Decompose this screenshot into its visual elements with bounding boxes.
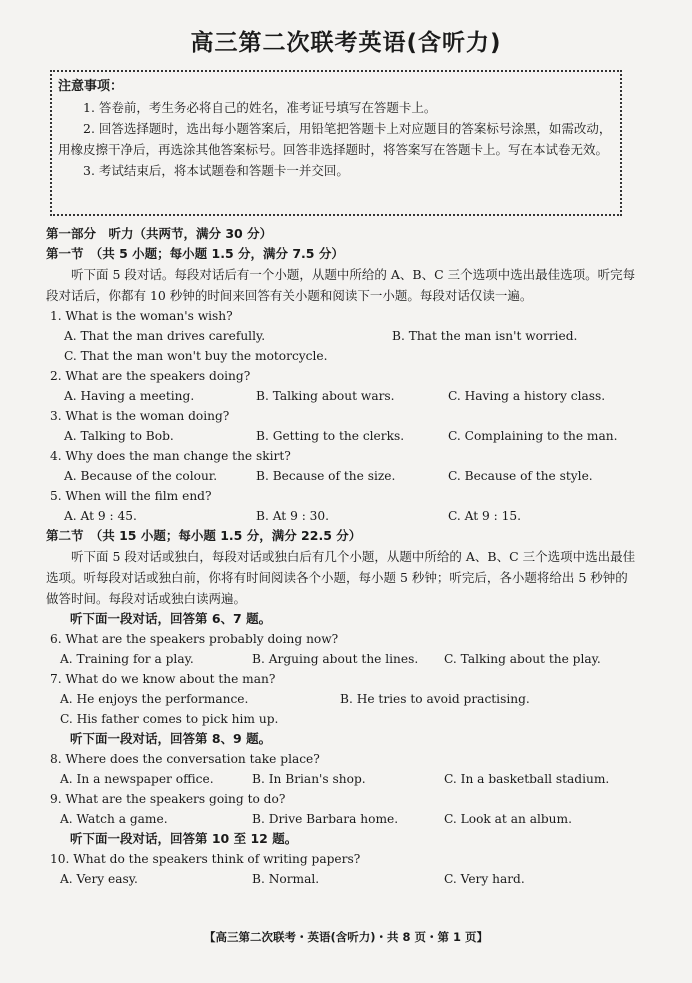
question-5-options bbox=[46, 506, 636, 526]
question-7-options-2 bbox=[46, 709, 636, 729]
q9-option-c[interactable]: C. Look at an album. bbox=[444, 812, 572, 826]
q4-option-b[interactable]: B. Because of the size. bbox=[256, 469, 396, 483]
q10-option-b[interactable]: B. Normal. bbox=[252, 872, 320, 886]
q8-option-a[interactable]: A. In a newspaper office. bbox=[60, 772, 214, 786]
question-9-options bbox=[46, 809, 636, 829]
q1-option-c[interactable]: C. That the man won't buy the motorcycle. bbox=[64, 349, 328, 363]
q2-option-b[interactable]: B. Talking about wars. bbox=[256, 389, 395, 403]
exam-content bbox=[46, 224, 636, 889]
q5-option-c[interactable]: C. At 9 : 15. bbox=[448, 509, 521, 523]
question-9-stem: 9. What are the speakers going to do? bbox=[50, 792, 286, 806]
part-heading: 第一部分 听力（共两节，满分 30 分） bbox=[46, 226, 273, 241]
question-10-options bbox=[46, 869, 636, 889]
question-1-options-2 bbox=[46, 346, 636, 366]
q4-option-a[interactable]: A. Because of the colour. bbox=[64, 469, 218, 483]
question-7-stem: 7. What do we know about the man? bbox=[50, 672, 276, 686]
question-8-stem: 8. Where does the conversation take place? bbox=[50, 752, 320, 766]
notice-item-2: 2. 回答选择题时，选出每小题答案后，用铅笔把答题卡上对应题目的答案标号涂黑，如需改动，用橡皮擦干净后，再选涂其他答案标号。回答非选择题时，将答案写在答题卡上。写在本试卷无效。 bbox=[58, 121, 612, 157]
q5-option-a[interactable]: A. At 9 : 45. bbox=[64, 509, 137, 523]
listening-prompt-10-12: 听下面一段对话，回答第 10 至 12 题。 bbox=[70, 831, 298, 846]
q6-option-a[interactable]: A. Training for a play. bbox=[60, 652, 194, 666]
q6-option-b[interactable]: B. Arguing about the lines. bbox=[252, 652, 419, 666]
q7-option-a[interactable]: A. He enjoys the performance. bbox=[60, 692, 249, 706]
q7-option-c[interactable]: C. His father comes to pick him up. bbox=[60, 712, 279, 726]
q5-option-b[interactable]: B. At 9 : 30. bbox=[256, 509, 330, 523]
q9-option-b[interactable]: B. Drive Barbara home. bbox=[252, 812, 399, 826]
listening-prompt-8-9: 听下面一段对话，回答第 8、9 题。 bbox=[70, 731, 272, 746]
question-7-options bbox=[46, 689, 636, 709]
notice-item-1: 1. 答卷前，考生务必将自己的姓名，准考证号填写在答题卡上。 bbox=[83, 100, 437, 115]
exam-title: 高三第二次联考英语(含听力) bbox=[190, 30, 502, 56]
q8-option-c[interactable]: C. In a basketball stadium. bbox=[444, 772, 610, 786]
question-2-options bbox=[46, 386, 636, 406]
question-2-stem: 2. What are the speakers doing? bbox=[50, 369, 251, 383]
q3-option-c[interactable]: C. Complaining to the man. bbox=[448, 429, 618, 443]
listening-prompt-6-7: 听下面一段对话，回答第 6、7 题。 bbox=[70, 611, 272, 626]
question-6-options bbox=[46, 649, 636, 669]
q8-option-b[interactable]: B. In Brian's shop. bbox=[252, 772, 366, 786]
q9-option-a[interactable]: A. Watch a game. bbox=[60, 812, 168, 826]
question-3-stem: 3. What is the woman doing? bbox=[50, 409, 230, 423]
notice-box bbox=[50, 70, 622, 216]
q7-option-b[interactable]: B. He tries to avoid practising. bbox=[340, 692, 530, 706]
question-10-stem: 10. What do the speakers think of writing papers? bbox=[50, 852, 361, 866]
q2-option-a[interactable]: A. Having a meeting. bbox=[64, 389, 195, 403]
question-8-options bbox=[46, 769, 636, 789]
q3-option-b[interactable]: B. Getting to the clerks. bbox=[256, 429, 405, 443]
section-1-instructions: 听下面 5 段对话。每段对话后有一个小题，从题中所给的 A、B、C 三个选项中选出最佳选项。听完每段对话后，你都有 10 秒钟的时间来回答有关小题和阅读下一小题。每段对话仅读一遍。 bbox=[46, 267, 636, 303]
q6-option-c[interactable]: C. Talking about the play. bbox=[444, 652, 601, 666]
q4-option-c[interactable]: C. Because of the style. bbox=[448, 469, 593, 483]
page-footer: 【高三第二次联考・英语(含听力)・共 8 页・第 1 页】 bbox=[203, 930, 489, 944]
q1-option-a[interactable]: A. That the man drives carefully. bbox=[64, 329, 266, 343]
q10-option-c[interactable]: C. Very hard. bbox=[444, 872, 525, 886]
question-4-options bbox=[46, 466, 636, 486]
question-4-stem: 4. Why does the man change the skirt? bbox=[50, 449, 291, 463]
section-2-heading: 第二节 （共 15 小题；每小题 1.5 分，满分 22.5 分） bbox=[46, 528, 362, 543]
section-2-instructions: 听下面 5 段对话或独白，每段对话或独白后有几个小题，从题中所给的 A、B、C 三个选项中选出最佳选项。听每段对话或独白前，你将有时间阅读各个小题，每小题 5 秒钟；听完后，各小题将给出 5 秒钟的做答时间。每段对话或独白读两遍。 bbox=[46, 549, 636, 606]
q3-option-a[interactable]: A. Talking to Bob. bbox=[64, 429, 174, 443]
q10-option-a[interactable]: A. Very easy. bbox=[60, 872, 138, 886]
notice-item-3: 3. 考试结束后，将本试题卷和答题卡一并交回。 bbox=[83, 163, 349, 178]
question-6-stem: 6. What are the speakers probably doing now? bbox=[50, 632, 339, 646]
question-1-options bbox=[46, 326, 636, 346]
q2-option-c[interactable]: C. Having a history class. bbox=[448, 389, 606, 403]
question-3-options bbox=[46, 426, 636, 446]
notice-heading: 注意事项： bbox=[58, 79, 124, 94]
question-1-stem: 1. What is the woman's wish? bbox=[50, 309, 233, 323]
section-1-heading: 第一节 （共 5 小题；每小题 1.5 分，满分 7.5 分） bbox=[46, 246, 344, 261]
question-5-stem: 5. When will the film end? bbox=[50, 489, 212, 503]
q1-option-b[interactable]: B. That the man isn't worried. bbox=[392, 329, 578, 343]
